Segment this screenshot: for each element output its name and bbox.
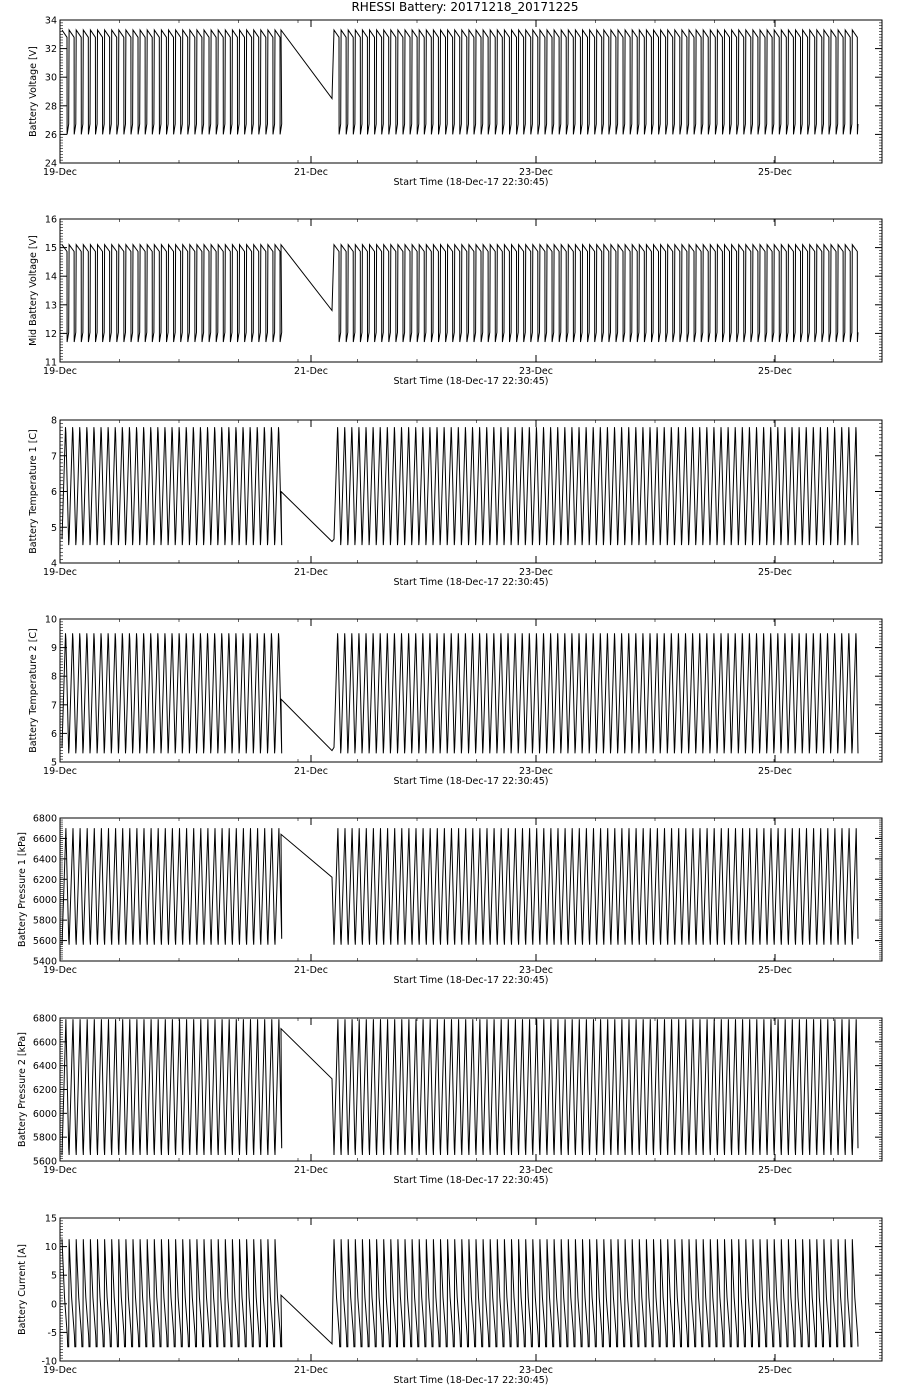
y-tick-label: 5600 xyxy=(32,1156,57,1168)
y-tick-label: 6600 xyxy=(32,833,57,845)
x-tick-label: 23-Dec xyxy=(519,766,553,777)
y-tick-label: 28 xyxy=(44,101,57,113)
y-axis-label: Battery Temperature 2 [C] xyxy=(28,628,39,753)
x-tick-label: 21-Dec xyxy=(294,1365,328,1376)
series-line xyxy=(62,828,858,945)
x-tick-label: 21-Dec xyxy=(294,766,328,777)
x-axis-label: Start Time (18-Dec-17 22:30:45) xyxy=(393,376,549,387)
x-tick-label: 19-Dec xyxy=(43,766,77,777)
x-tick-label: 23-Dec xyxy=(519,1165,553,1176)
y-axis-label: Battery Voltage [V] xyxy=(28,46,39,137)
y-tick-label: 26 xyxy=(44,129,57,141)
y-tick-label: 24 xyxy=(44,158,57,170)
x-tick-label: 19-Dec xyxy=(43,1365,77,1376)
y-tick-label: 5 xyxy=(50,1270,57,1282)
x-tick-label: 25-Dec xyxy=(758,366,792,377)
y-tick-label: 6400 xyxy=(32,1061,57,1073)
y-tick-label: 34 xyxy=(44,15,57,27)
panel-4 xyxy=(28,615,882,788)
panel-6 xyxy=(17,1014,882,1187)
y-tick-label: 10 xyxy=(44,1242,57,1254)
y-tick-label: 11 xyxy=(44,357,57,369)
x-tick-label: 25-Dec xyxy=(758,965,792,976)
y-tick-label: 6600 xyxy=(32,1037,57,1049)
y-tick-label: 5 xyxy=(50,757,57,769)
y-tick-label: 6800 xyxy=(32,813,57,825)
x-tick-label: 19-Dec xyxy=(43,965,77,976)
figure-title: RHESSI Battery: 20171218_20171225 xyxy=(351,0,579,14)
x-tick-label: 19-Dec xyxy=(43,167,77,178)
y-tick-label: 6400 xyxy=(32,854,57,866)
x-tick-label: 25-Dec xyxy=(758,1365,792,1376)
y-tick-label: 5 xyxy=(50,522,57,534)
y-tick-label: 6000 xyxy=(32,1108,57,1120)
y-axis-label: Battery Pressure 2 [kPa] xyxy=(17,1032,28,1147)
y-tick-label: 6000 xyxy=(32,895,57,907)
panel-2 xyxy=(28,215,882,388)
series-line xyxy=(62,427,858,545)
x-tick-label: 21-Dec xyxy=(294,1165,328,1176)
y-tick-label: 5400 xyxy=(32,956,57,968)
y-axis-label: Battery Current [A] xyxy=(17,1244,28,1335)
panel-7 xyxy=(17,1214,882,1387)
y-tick-label: 6 xyxy=(50,728,57,740)
y-tick-label: 6200 xyxy=(32,874,57,886)
x-axis-label: Start Time (18-Dec-17 22:30:45) xyxy=(393,1175,549,1186)
x-axis-label: Start Time (18-Dec-17 22:30:45) xyxy=(393,177,549,188)
y-tick-label: 8 xyxy=(50,671,57,683)
x-tick-label: 25-Dec xyxy=(758,1165,792,1176)
panel-1 xyxy=(28,16,882,189)
series-line xyxy=(62,1239,858,1347)
series-line xyxy=(62,245,858,342)
y-axis-label: Mid Battery Voltage [V] xyxy=(28,235,39,346)
x-axis-label: Start Time (18-Dec-17 22:30:45) xyxy=(393,1375,549,1386)
y-tick-label: 6200 xyxy=(32,1085,57,1096)
series-line xyxy=(62,633,858,753)
y-tick-label: 7 xyxy=(50,451,57,463)
x-tick-label: 19-Dec xyxy=(43,567,77,578)
y-tick-label: 30 xyxy=(44,72,57,84)
x-axis-label: Start Time (18-Dec-17 22:30:45) xyxy=(393,577,549,588)
y-tick-label: 14 xyxy=(44,271,57,283)
y-tick-label: 16 xyxy=(44,214,57,226)
y-tick-label: -5 xyxy=(47,1327,57,1339)
y-tick-label: 7 xyxy=(50,700,57,712)
panel-3 xyxy=(28,416,882,589)
x-tick-label: 23-Dec xyxy=(519,167,553,178)
y-tick-label: -10 xyxy=(41,1356,57,1368)
x-tick-label: 25-Dec xyxy=(758,167,792,178)
x-tick-label: 23-Dec xyxy=(519,567,553,578)
y-tick-label: 12 xyxy=(44,328,57,340)
plot-frame xyxy=(60,20,882,163)
panel-5 xyxy=(17,814,882,987)
x-tick-label: 21-Dec xyxy=(294,567,328,578)
y-tick-label: 5800 xyxy=(32,915,57,927)
x-tick-label: 25-Dec xyxy=(758,766,792,777)
y-tick-label: 15 xyxy=(44,243,57,255)
series-line xyxy=(62,30,858,134)
x-axis-label: Start Time (18-Dec-17 22:30:45) xyxy=(393,975,549,986)
y-tick-label: 5800 xyxy=(32,1132,57,1144)
y-axis-label: Battery Pressure 1 [kPa] xyxy=(17,832,28,947)
x-tick-label: 23-Dec xyxy=(519,1365,553,1376)
x-tick-label: 21-Dec xyxy=(294,965,328,976)
y-tick-label: 6 xyxy=(50,487,57,498)
y-tick-label: 5600 xyxy=(32,936,57,948)
y-tick-label: 8 xyxy=(50,415,57,427)
x-tick-label: 23-Dec xyxy=(519,965,553,976)
x-tick-label: 19-Dec xyxy=(43,1165,77,1176)
y-tick-label: 15 xyxy=(44,1213,57,1225)
y-tick-label: 9 xyxy=(50,643,57,655)
y-tick-label: 4 xyxy=(50,558,57,570)
y-tick-label: 6800 xyxy=(32,1013,57,1025)
series-line xyxy=(62,1019,858,1155)
x-tick-label: 23-Dec xyxy=(519,366,553,377)
y-tick-label: 0 xyxy=(50,1299,57,1311)
y-tick-label: 13 xyxy=(44,300,57,312)
y-axis-label: Battery Temperature 1 [C] xyxy=(28,429,39,554)
x-tick-label: 19-Dec xyxy=(43,366,77,377)
y-tick-label: 10 xyxy=(44,614,57,626)
x-axis-label: Start Time (18-Dec-17 22:30:45) xyxy=(393,776,549,787)
y-tick-label: 32 xyxy=(44,44,57,56)
x-tick-label: 21-Dec xyxy=(294,167,328,178)
x-tick-label: 21-Dec xyxy=(294,366,328,377)
x-tick-label: 25-Dec xyxy=(758,567,792,578)
